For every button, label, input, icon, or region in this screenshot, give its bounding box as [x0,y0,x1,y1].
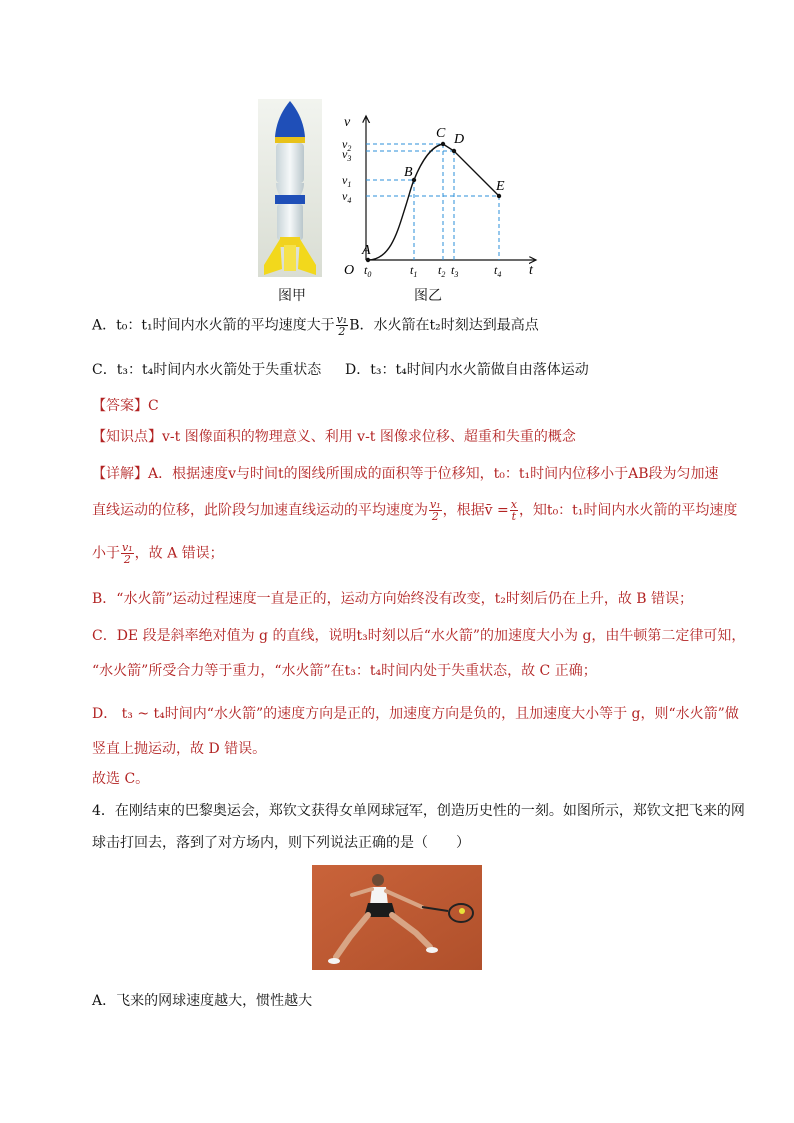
tick-v4: $v_4$ [342,189,352,205]
detail-a-text3b: ，故 A 错误； [134,545,224,562]
detail-a-line1 [92,463,719,483]
tick-v2: $v_2$ [342,137,352,153]
tick-t4: $t_4$ [494,263,502,279]
q3-option-c: C．t₃：t₄时间内水火箭处于失重状态 [92,362,322,378]
detail-a-line3 [92,542,224,565]
rocket-photo [258,99,322,277]
answer-line [92,395,159,415]
x-axis-label: t [529,263,533,278]
detail-a-text3a: 小于 [92,545,120,562]
detail-a-text1: A．根据速度v与时间t的图线所围成的面积等于位移知，t₀：t₁时间内位移小于AB段为匀加速 [148,466,719,482]
detail-a-frac3-den: 2 [123,553,131,566]
detail-a-frac3-num: v₁ [122,541,133,554]
origin-label: O [344,263,355,278]
q4-option-a: A．飞来的网球速度越大，惯性越大 [92,993,313,1009]
point-e: E [496,179,505,194]
point-b: B [404,165,413,180]
tick-t1: $t_1$ [410,263,418,279]
tick-t2: $t_2$ [438,263,446,279]
answer-tag: 【答案】 [92,398,148,414]
q3-option-a [92,314,539,337]
point-a: A [362,243,371,258]
conclusion: 故选 C。 [92,771,150,787]
detail-tag: 【详解】 [92,466,148,482]
caption-right: 图乙 [414,288,442,304]
vt-graph [336,110,546,282]
point-d: D [454,132,465,147]
detail-a-text2c: ，知t₀：t₁时间内水火箭的平均速度 [518,502,738,519]
tennis-photo [312,865,482,970]
q4-stem-line2: 球击打回去，落到了对方场内，则下列说法正确的是（ ） [92,835,470,851]
detail-a-frac2-num: x [510,498,517,511]
detail-a-text2a: 直线运动的位移，此阶段匀加速直线运动的平均速度为 [92,502,428,519]
knowledge-tag: 【知识点】 [92,429,162,445]
tick-t3: $t_3$ [451,263,459,279]
q3-option-a-frac-num: v₁ [336,313,348,326]
detail-d-line2: 竖直上抛运动，故 D 错误。 [92,741,267,757]
answer-value: C [148,398,159,414]
tick-v1: $v_1$ [342,173,352,189]
detail-a-line2 [92,499,737,522]
caption-left: 图甲 [278,288,306,304]
detail-a-frac1-num: v₁ [430,498,441,511]
detail-d-line1: D． t₃ ~ t₄时间内“水火箭”的速度方向是正的，加速度方向是负的，且加速度大小等于 g，则“水火箭”做 [92,706,739,722]
detail-c-line2: “水火箭”所受合力等于重力，“水火箭”在t₃：t₄时间内处于失重状态，故 C 正确； [92,663,597,679]
point-c: C [436,126,446,141]
q4-stem-line1: 4．在刚结束的巴黎奥运会，郑钦文获得女单网球冠军，创造历史性的一刻。如图所示，郑钦文把飞来的网 [92,803,745,819]
tick-t0: $t_0$ [364,263,372,279]
y-axis-label: v [344,115,351,130]
detail-b: B．“水火箭”运动过程速度一直是正的，运动方向始终没有改变，t₂时刻后仍在上升，故 B 错误； [92,591,694,607]
q3-option-d: D．t₃：t₄时间内水火箭做自由落体运动 [345,362,589,378]
q3-option-b-text: B．水火箭在t₂时刻达到最高点 [349,317,539,334]
knowledge-line [92,426,576,446]
detail-a-text2b: ，根据v̄ = [442,502,509,519]
detail-a-frac2-den: t [511,510,517,523]
detail-a-frac1-den: 2 [431,510,439,523]
q3-option-a-text: A．t₀：t₁时间内水火箭的平均速度大于 [92,317,335,334]
tick-v3: $v_3$ [342,147,352,163]
detail-c-line1: C．DE 段是斜率绝对值为 g 的直线，说明t₃时刻以后“水火箭”的加速度大小为 g，由牛顿第二定律可知， [92,628,746,644]
knowledge-text: v-t 图像面积的物理意义、利用 v-t 图像求位移、超重和失重的概念 [162,429,576,445]
velocity-curve [368,144,499,260]
q3-option-a-frac-den: 2 [338,325,346,338]
